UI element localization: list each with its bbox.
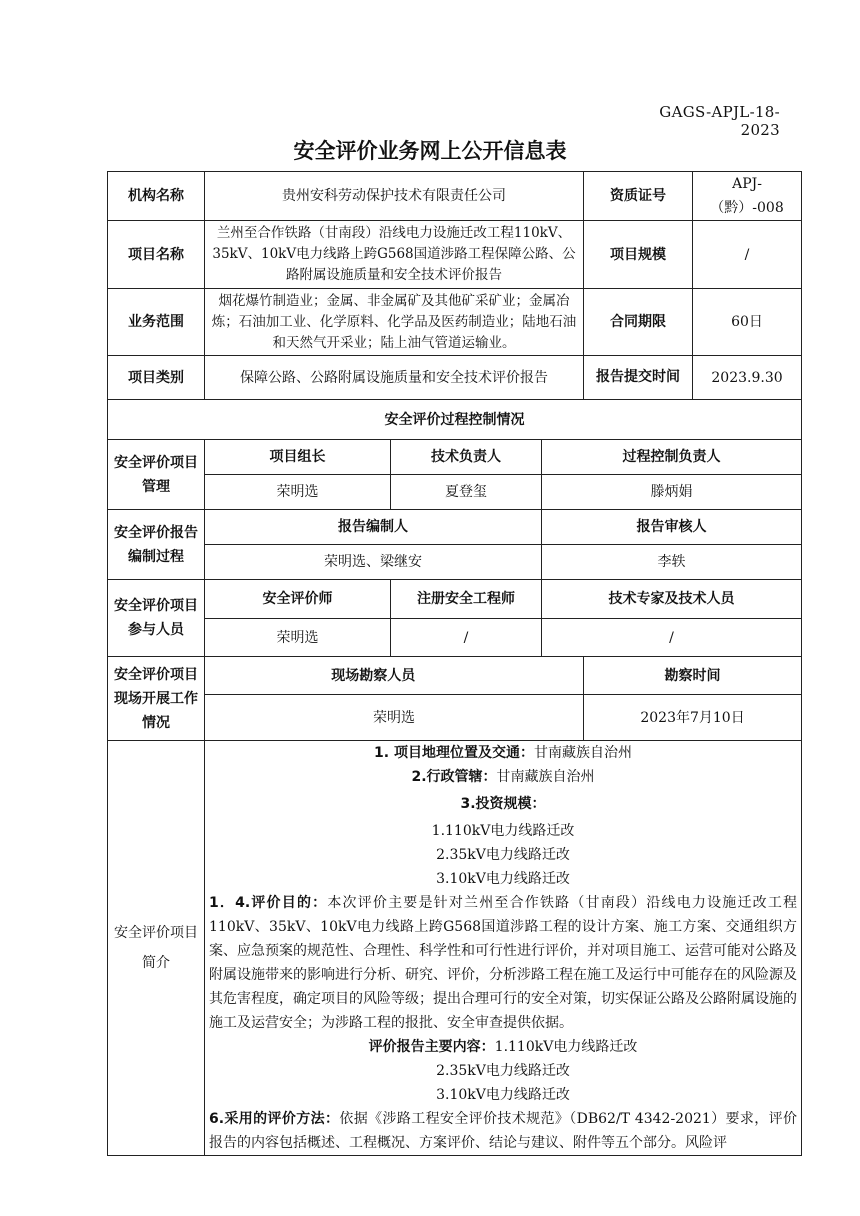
field-header-surveyors: 现场勘察人员 [205,657,542,695]
contract-label: 合同期限 [584,289,693,356]
participants-value-engineer: / [391,619,542,657]
scale-label: 项目规模 [584,221,693,289]
intro-line-admin: 2.行政管辖：甘南藏族自治州 [411,769,595,785]
participants-header-experts: 技术专家及技术人员 [542,580,802,619]
intro-line-item: 2.35kV电力线路迁改 [436,1063,570,1079]
scope-value: 烟花爆竹制造业；金属、非金属矿及其他矿采矿业；金属冶炼；石油加工业、化学原料、化学品及医药制造业；陆地石油和天然气开采业；陆上油气管道运输业。 [205,289,584,356]
intro-line-location: 1. 项目地理位置及交通：甘南藏族自治州 [374,745,632,761]
section-title: 安全评价过程控制情况 [108,400,802,440]
intro-line-purpose: 1．4.评价目的：本次评价主要是针对兰州至合作铁路（甘南段）沿线电力设施迁改工程110kV、35kV、10kV电力线路上跨G568国道涉路工程的设计方案、施工方案、交通组织方案、应急预案的规范性、合理性、科学性和可行性进行评价，并对项目施工、运营可能对公路及附属设施带来的影响进行分析、研究、评价，分析涉路工程在施工及运行中可能存在的风险源及其危害程度，确定项目的风险等级；提出合理可行的安全对策，切实保证公路及公路附属设施的施工及运营安全；为涉路工程的报批、安全审查提供依据。 [209,895,798,1031]
management-header-process: 过程控制负责人 [542,440,802,475]
field-label: 安全评价项目现场开展工作情况 [108,657,205,741]
intro-line-item: 2.35kV电力线路迁改 [436,847,570,863]
cert-value: APJ-（黔）-008 [693,172,802,221]
submit-value: 2023.9.30 [693,356,802,400]
participants-value-experts: / [542,619,802,657]
management-header-tech: 技术负责人 [391,440,542,475]
intro-line-method: 6.采用的评价方法：依据《涉路工程安全评价技术规范》（DB62/T 4342-2021）要求，评价报告的内容包括概述、工程概况、方案评价、结论与建议、附件等五个部分。风险评 [209,1111,798,1151]
participants-header-assessor: 安全评价师 [205,580,391,619]
org-label: 机构名称 [108,172,205,221]
intro-label: 安全评价项目简介 [108,741,205,1156]
field-header-time: 勘察时间 [584,657,802,695]
scale-value: / [693,221,802,289]
management-value-process: 滕炳娟 [542,475,802,510]
intro-line-item: 1.110kV电力线路迁改 [431,823,575,839]
org-value: 贵州安科劳动保护技术有限责任公司 [205,172,584,221]
cert-label: 资质证号 [584,172,693,221]
intro-line-item: 3.10kV电力线路迁改 [436,871,570,887]
submit-label: 报告提交时间 [584,356,693,400]
participants-value-assessor: 荣明选 [205,619,391,657]
participants-label: 安全评价项目参与人员 [108,580,205,657]
management-label: 安全评价项目管理 [108,440,205,510]
management-value-leader: 荣明选 [205,475,391,510]
participants-header-engineer: 注册安全工程师 [391,580,542,619]
compilation-label: 安全评价报告编制过程 [108,510,205,580]
compilation-header-reviewer: 报告审核人 [542,510,802,545]
intro-content [205,741,802,1156]
field-value-surveyors: 荣明选 [205,695,584,741]
field-header-spacer [542,657,584,695]
compilation-value-reviewer: 李轶 [542,545,802,580]
management-value-tech: 夏登玺 [391,475,542,510]
page-title: 安全评价业务网上公开信息表 [293,139,567,163]
field-value-time: 2023年7月10日 [584,695,802,741]
info-table [107,171,802,1156]
intro-line-investment: 3.投资规模： [460,796,546,812]
intro-line-item: 3.10kV电力线路迁改 [436,1087,570,1103]
contract-value: 60日 [693,289,802,356]
scope-label: 业务范围 [108,289,205,356]
category-value: 保障公路、公路附属设施质量和安全技术评价报告 [205,356,584,400]
project-value: 兰州至合作铁路（甘南段）沿线电力设施迁改工程110kV、35kV、10kV电力线路上跨G568国道涉路工程保障公路、公路附属设施质量和安全技术评价报告 [205,221,584,289]
document-number: GAGS-APJL-18-2023 [659,103,780,139]
category-label: 项目类别 [108,356,205,400]
management-header-leader: 项目组长 [205,440,391,475]
compilation-header-writer: 报告编制人 [205,510,542,545]
project-label: 项目名称 [108,221,205,289]
compilation-value-writer: 荣明选、梁继安 [205,545,542,580]
intro-line-contents: 评价报告主要内容：1.110kV电力线路迁改 [368,1039,638,1055]
